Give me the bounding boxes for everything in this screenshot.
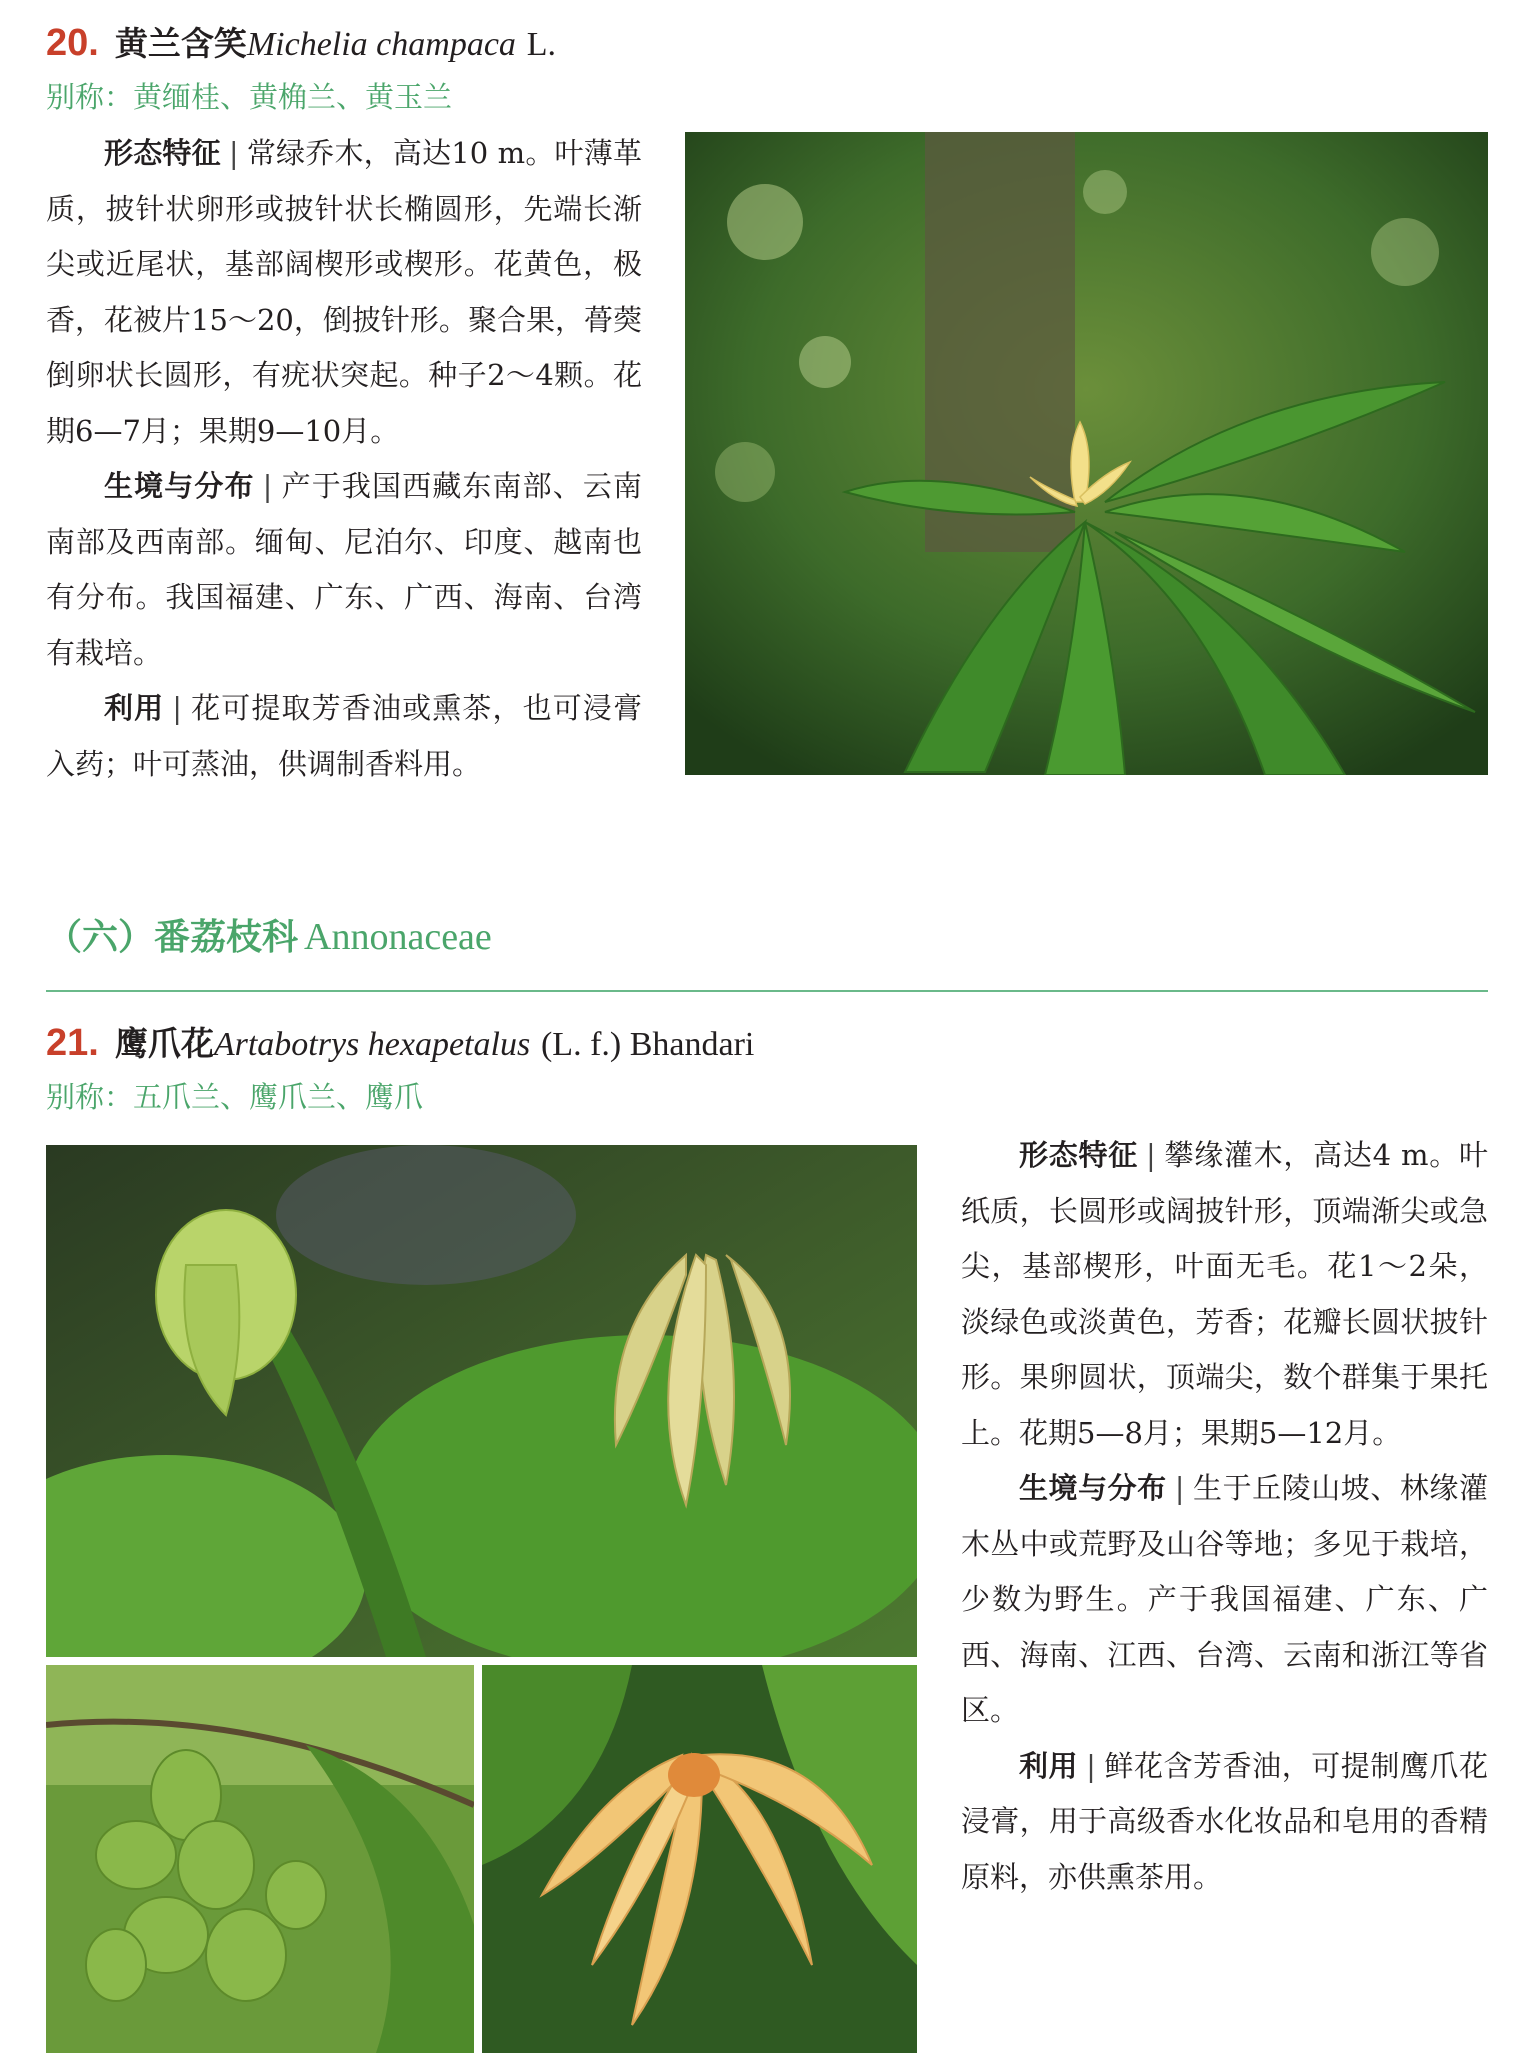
section-chinese-name: （六）番荔枝科 xyxy=(46,917,299,958)
entry-21-habitat-label: 生境与分布 xyxy=(1019,1471,1167,1505)
entry-21-photo-fruits xyxy=(46,1665,474,2053)
entry-21-use-label: 利用 xyxy=(1019,1748,1079,1783)
section-annonaceae-title xyxy=(46,913,492,962)
entry-20-morphology-label: 形态特征 xyxy=(104,136,221,170)
entry-20-morphology-text: 常绿乔木，高达10 m。叶薄革质，披针状卵形或披针状长椭圆形，先端长渐尖或近尾状，基部阔楔形或楔形。花黄色，极香，花被片15～20，倒披针形。聚合果，蓇葖倒卵状长圆形，有疣状突起。种子2～4颗。花期6—7月；果期9—10月。 xyxy=(46,136,642,448)
entry-20-latin-name: Michelia champaca xyxy=(246,26,516,63)
entry-20-habitat-text: 产于我国西藏东南部、云南南部及西南部。缅甸、尼泊尔、印度、越南也有分布。我国福建、广东、广西、海南、台湾有栽培。 xyxy=(46,469,642,670)
entry-21-text-column xyxy=(961,1128,1488,1905)
entry-20-habitat: 生境与分布 | 产于我国西藏东南部、云南南部及西南部。缅甸、尼泊尔、印度、越南也有分布。我国福建、广东、广西、海南、台湾有栽培。 xyxy=(46,469,642,670)
entry-20-habitat-label: 生境与分布 xyxy=(104,469,255,503)
entry-21-alias: 别称：五爪兰、鹰爪兰、鹰爪 xyxy=(46,1080,424,1114)
entry-21-use-text: 鲜花含芳香油，可提制鹰爪花浸膏，用于高级香水化妆品和皂用的香精原料，亦供熏茶用。 xyxy=(961,1748,1488,1894)
entry-21-morphology-text: 攀缘灌木，高达4 m。叶纸质，长圆形或阔披针形，顶端渐尖或急尖，基部楔形，叶面无毛。花1～2朵，淡绿色或淡黄色，芳香；花瓣长圆状披针形。果卵圆状，顶端尖，数个群集于果托上。花期5—8月；果期5—12月。 xyxy=(961,1138,1488,1450)
entry-20-number: 20. xyxy=(46,22,99,64)
entry-21-habitat: 生境与分布 | 生于丘陵山坡、林缘灌木丛中或荒野及山谷等地；多见于栽培，少数为野生。产于我国福建、广东、广西、海南、江西、台湾、云南和浙江等省区。 xyxy=(961,1471,1488,1727)
entry-20-author: L. xyxy=(526,26,556,63)
entry-21-photo-flowers xyxy=(46,1145,917,1657)
section-latin-name: Annonaceae xyxy=(304,916,492,958)
entry-21-latin-name: Artabotrys hexapetalus xyxy=(213,1026,531,1063)
entry-20-morphology: 形态特征 | 常绿乔木，高达10 m。叶薄革质，披针状卵形或披针状长椭圆形，先端长渐尖或近尾状，基部阔楔形或楔形。花黄色，极香，花被片15～20，倒披针形。聚合果，蓇葖倒卵状长圆形，有疣状突起。种子2～4颗。花期6—7月；果期9—10月。 xyxy=(46,136,642,448)
entry-20-title xyxy=(46,20,556,68)
entry-21-title xyxy=(46,1020,754,1068)
entry-21-use: 利用 | 鲜花含芳香油，可提制鹰爪花浸膏，用于高级香水化妆品和皂用的香精原料，亦供熏茶用。 xyxy=(961,1748,1488,1894)
entry-21-number: 21. xyxy=(46,1022,99,1064)
entry-21-photo-yellow-flower xyxy=(482,1665,917,2053)
entry-21-chinese-name: 鹰爪花 xyxy=(114,1024,214,1063)
entry-20-use-label: 利用 xyxy=(104,691,165,725)
entry-20-photo-michelia xyxy=(685,132,1488,775)
entry-20-alias: 别称：黄缅桂、黄桷兰、黄玉兰 xyxy=(46,80,453,114)
entry-20-use-text: 花可提取芳香油或熏茶，也可浸膏入药；叶可蒸油，供调制香料用。 xyxy=(46,691,642,781)
section-divider xyxy=(46,990,1488,992)
entry-21-morphology: 形态特征 | 攀缘灌木，高达4 m。叶纸质，长圆形或阔披针形，顶端渐尖或急尖，基部楔形，叶面无毛。花1～2朵，淡绿色或淡黄色，芳香；花瓣长圆状披针形。果卵圆状，顶端尖，数个群集于果托上。花期5—8月；果期5—12月。 xyxy=(961,1138,1488,1450)
entry-20-text-column xyxy=(46,126,642,792)
entry-21-morphology-label: 形态特征 xyxy=(1019,1138,1138,1172)
entry-20-use: 利用 | 花可提取芳香油或熏茶，也可浸膏入药；叶可蒸油，供调制香料用。 xyxy=(46,691,642,781)
entry-21-author: (L. f.) Bhandari xyxy=(540,1026,755,1063)
entry-21-habitat-text: 生于丘陵山坡、林缘灌木丛中或荒野及山谷等地；多见于栽培，少数为野生。产于我国福建、广东、广西、海南、江西、台湾、云南和浙江等省区。 xyxy=(961,1471,1488,1727)
entry-20-chinese-name: 黄兰含笑 xyxy=(114,24,247,63)
